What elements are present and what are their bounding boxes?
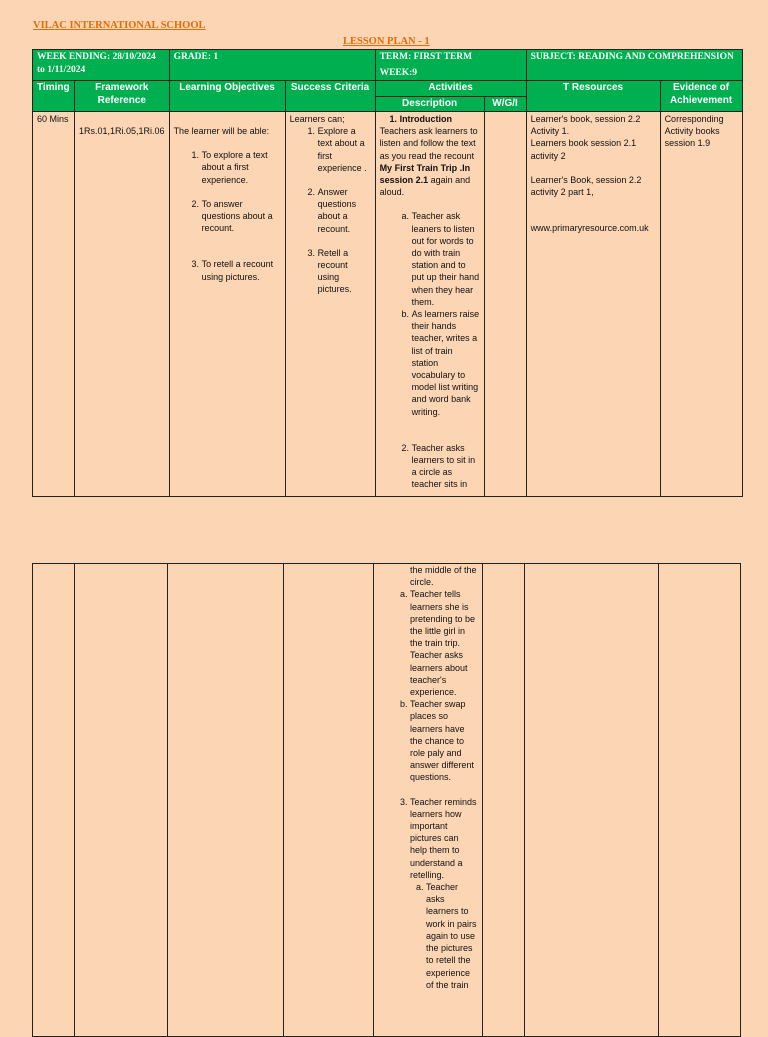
header-framework: Framework Reference [75,81,170,112]
evidence-cell [659,564,741,1037]
term-cell [375,50,526,65]
activity2-item: 2. Teacher asks learners to sit in a circle as teacher sits in [412,442,480,491]
resource-item: Learner's book, session 2.2 Activity 1. [530,114,641,137]
objective-item: 1. To explore a text about a first experience. [202,149,281,186]
objective-item: 2. To answer questions about a recount. [202,198,281,235]
activity-subitem: a. Teacher tells learners she is pretending to be the little girl in the train trip. Teacher asks learners about teacher's experience. [410,588,478,698]
description-cell [374,564,483,1037]
lesson-plan-table [32,49,743,497]
activity1-text [380,125,480,198]
objectives-intro: The learner will be able: [173,126,270,136]
term-label: TERM: FIRST TERM [379,52,473,62]
success-list [290,125,371,295]
objectives-list [174,149,281,283]
header-wgi: W/G/I [484,96,526,112]
activity3-text: Teacher reminds learners how important pictures can help them to understand a retelling. [410,796,477,880]
resource-item: Learner's Book, session 2.2 activity 2 part 1, [530,174,642,198]
header-description: Description [375,96,484,112]
week-cell: WEEK:9 [375,65,526,81]
timing-cell [33,564,75,1037]
header-success: Success Criteria [285,81,375,112]
subject-cell: SUBJECT: READING AND COMPREHENSION [526,50,742,81]
header-objectives: Learning Objectives [169,81,285,112]
activity3-list [378,796,478,991]
framework-cell [75,112,170,497]
success-intro: Learners can; [289,114,345,124]
objectives-cell [168,564,284,1037]
spacer [531,162,656,174]
activity2-continued: the middle of the circle. [410,565,477,588]
spacer [380,418,480,442]
activity1-bold: My First Train Trip .In session 2.1 [379,162,471,186]
resource-link[interactable]: www.primaryresource.com.uk [530,223,649,234]
activity-title: 1. Introduction [400,113,480,125]
spacer [380,198,480,210]
activity-subitem: a. Teacher ask leaners to listen out for words to do with train station and to put up their hand when they hear them. [412,210,480,308]
resource-item: Learners book session 2.1 activity 2 [530,138,637,161]
resources-cell [525,564,659,1037]
description-cell [375,112,484,497]
success-item: 2. Answer questions about a recount. [318,186,371,235]
success-item: 1. Explore a text about a first experience . [318,125,371,174]
activity1-text-a: Teachers ask learners to listen and follow the text as you read the recount [379,126,478,161]
activity3-item [410,796,478,991]
wgi-cell [484,112,526,497]
activity-subitem: b. As learners raise their hands teacher, writes a list of train station vocabulary to model list writing and word bank writing. [412,308,480,418]
week-ending-cell: WEEK ENDING: 28/10/2024 to 1/11/2024 [33,50,170,81]
objective-item: 3. To retell a recount using pictures. [202,258,281,282]
activity1-text-b: again and aloud. [379,175,471,198]
evidence-cell: Corresponding Activity books session 1.9 [660,112,742,497]
activity2-sublist [378,588,478,783]
activity1-sublist [380,210,480,417]
activity-subitem: b. Teacher swap places so learners have the chance to role paly and answer different questions. [410,698,478,783]
lesson-plan-table-continued [32,563,741,1037]
grade-cell: GRADE: 1 [169,50,375,81]
spacer [174,137,281,149]
wgi-cell [483,564,525,1037]
school-name: VILAC INTERNATIONAL SCHOOL [33,20,206,31]
success-item: 3. Retell a recount using pictures. [318,247,371,296]
success-cell [284,564,374,1037]
spacer [378,784,478,796]
activity3-sublist [410,881,478,991]
header-timing: Timing [33,81,75,112]
activity-list [380,113,480,125]
lesson-plan-title: LESSON PLAN - 1 [343,36,430,47]
header-activities: Activities [375,81,526,97]
framework-cell [75,564,168,1037]
header-evidence: Evidence of Achievement [660,81,742,112]
activity-subitem: a. Teacher asks learners to work in pairs again to use the pictures to retell the experience of the train [426,881,478,991]
spacer [531,198,656,222]
activity2-list [380,442,480,491]
spacer [174,113,281,125]
success-cell [285,112,375,497]
objectives-cell [169,112,285,497]
header-resources: T Resources [526,81,660,112]
timing-cell: 60 Mins [33,112,75,497]
resources-cell [526,112,660,497]
framework-codes: 1Rs.01,1Ri.05,1Ri.06 [79,126,165,136]
spacer [79,113,165,125]
